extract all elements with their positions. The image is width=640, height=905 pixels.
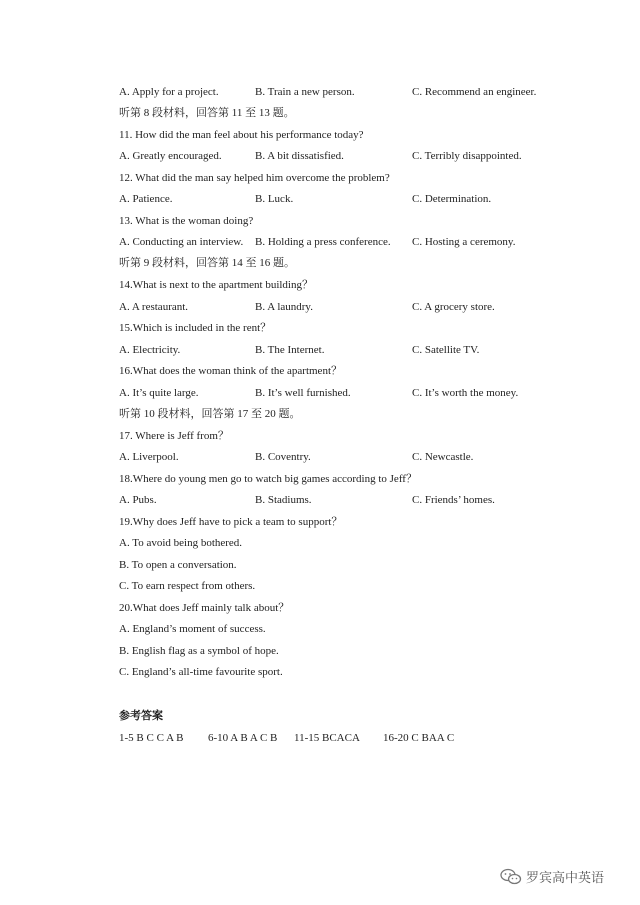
- q13-option-c: C. Hosting a ceremony.: [412, 236, 516, 248]
- section-9-instruction: 听第 9 段材料，回答第 14 至 16 题。: [119, 257, 295, 269]
- q13-option-b: B. Holding a press conference.: [255, 236, 391, 248]
- answer-11-15: 11-15 BCACA: [294, 732, 360, 744]
- q20-option-a: A. England’s moment of success.: [119, 623, 266, 635]
- q12-option-a: A. Patience.: [119, 193, 173, 205]
- section-10-instruction: 听第 10 段材料，回答第 17 至 20 题。: [119, 408, 301, 420]
- q17-option-c: C. Newcastle.: [412, 451, 474, 463]
- q14-option-c: C. A grocery store.: [412, 301, 495, 313]
- q15-option-b: B. The Internet.: [255, 344, 325, 356]
- question-12: 12. What did the man say helped him overcome the problem?: [119, 172, 390, 184]
- q11-option-a: A. Greatly encouraged.: [119, 150, 222, 162]
- q16-option-a: A. It’s quite large.: [119, 387, 199, 399]
- q19-option-c: C. To earn respect from others.: [119, 580, 256, 592]
- q16-option-b: B. It’s well furnished.: [255, 387, 351, 399]
- question-13: 13. What is the woman doing?: [119, 215, 254, 227]
- watermark-text: 罗宾高中英语: [526, 871, 605, 886]
- answer-key-heading: 参考答案: [119, 710, 163, 722]
- q10-option-c: C. Recommend an engineer.: [412, 86, 537, 98]
- q12-option-c: C. Determination.: [412, 193, 492, 205]
- question-19: 19.Why does Jeff have to pick a team to support？: [119, 516, 343, 528]
- q13-option-a: A. Conducting an interview.: [119, 236, 244, 248]
- question-17: 17. Where is Jeff from？: [119, 430, 229, 442]
- q15-option-c: C. Satellite TV.: [412, 344, 480, 356]
- answer-6-10: 6-10 A B A C B: [208, 732, 278, 744]
- q17-option-b: B. Coventry.: [255, 451, 311, 463]
- q18-option-b: B. Stadiums.: [255, 494, 312, 506]
- q10-option-b: B. Train a new person.: [255, 86, 355, 98]
- q20-option-c: C. England’s all-time favourite sport.: [119, 666, 283, 678]
- wechat-icon: [500, 868, 522, 886]
- question-20: 20.What does Jeff mainly talk about？: [119, 602, 290, 614]
- q12-option-b: B. Luck.: [255, 193, 294, 205]
- q11-option-c: C. Terribly disappointed.: [412, 150, 522, 162]
- q19-option-b: B. To open a conversation.: [119, 559, 237, 571]
- q18-option-c: C. Friends’ homes.: [412, 494, 495, 506]
- section-8-instruction: 听第 8 段材料，回答第 11 至 13 题。: [119, 107, 295, 119]
- watermark: [500, 867, 604, 886]
- q18-option-a: A. Pubs.: [119, 494, 157, 506]
- answer-16-20: 16-20 C BAA C: [383, 732, 455, 744]
- q11-option-b: B. A bit dissatisfied.: [255, 150, 344, 162]
- q15-option-a: A. Electricity.: [119, 344, 181, 356]
- q14-option-b: B. A laundry.: [255, 301, 313, 313]
- answer-1-5: 1-5 B C C A B: [119, 732, 184, 744]
- question-16: 16.What does the woman think of the apartment？: [119, 365, 342, 377]
- question-15: 15.Which is included in the rent？: [119, 322, 272, 334]
- question-18: 18.Where do young men go to watch big games according to Jeff？: [119, 473, 417, 485]
- q20-option-b: B. English flag as a symbol of hope.: [119, 645, 279, 657]
- q10-option-a: A. Apply for a project.: [119, 86, 219, 98]
- q17-option-a: A. Liverpool.: [119, 451, 179, 463]
- q16-option-c: C. It’s worth the money.: [412, 387, 519, 399]
- q14-option-a: A. A restaurant.: [119, 301, 189, 313]
- question-11: 11. How did the man feel about his performance today?: [119, 129, 364, 141]
- q19-option-a: A. To avoid being bothered.: [119, 537, 243, 549]
- question-14: 14.What is next to the apartment building？: [119, 279, 313, 291]
